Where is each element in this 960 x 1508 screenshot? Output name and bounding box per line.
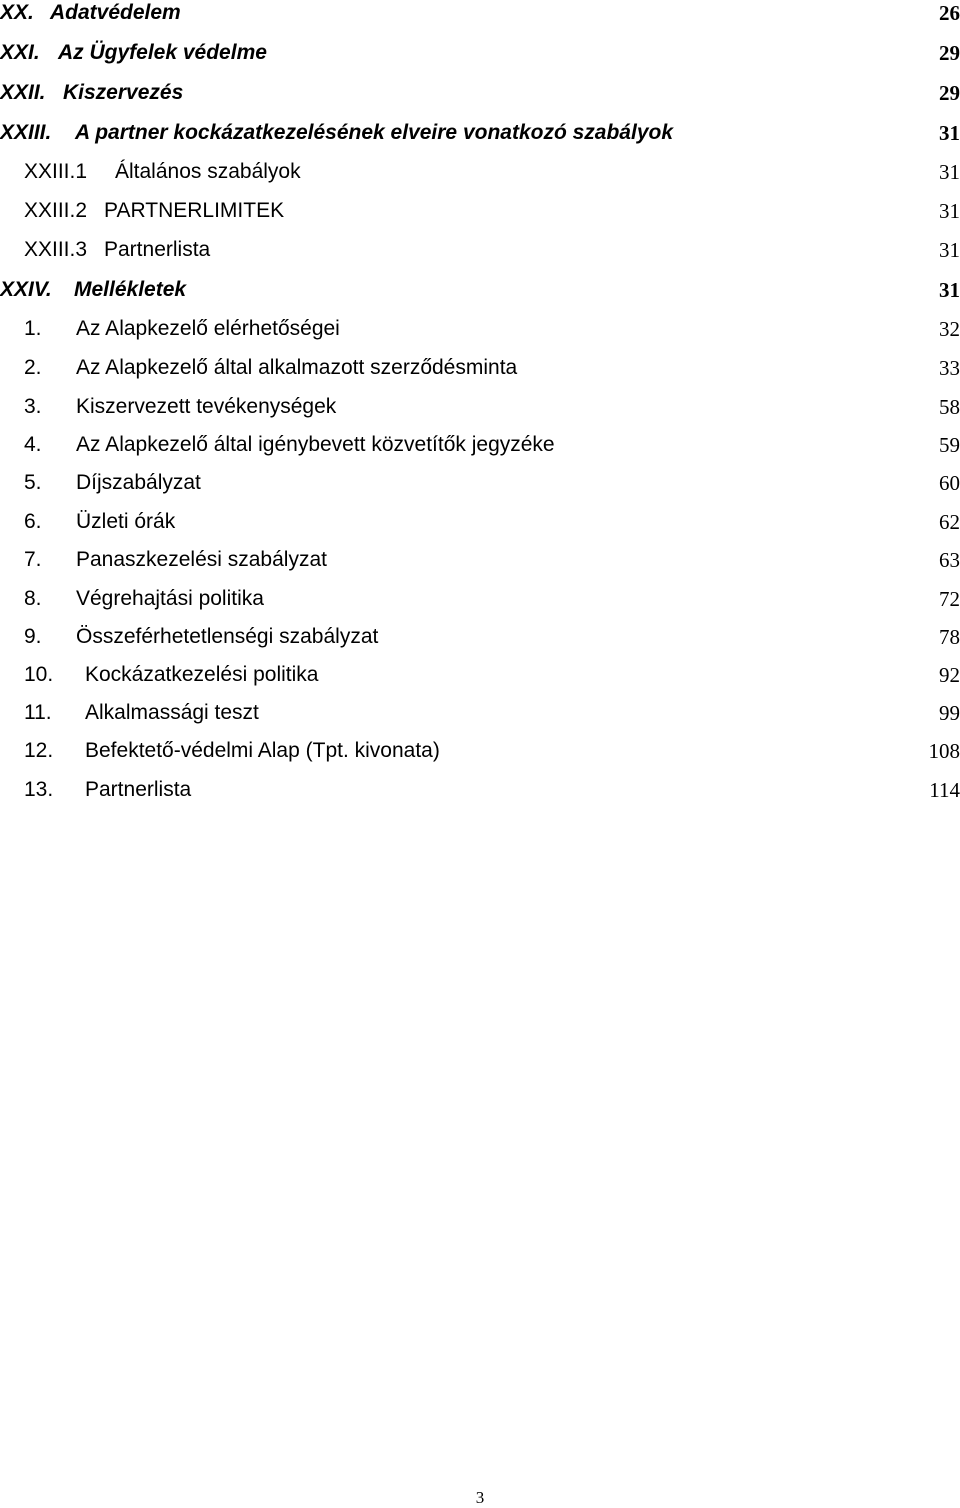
toc-entry[interactable] — [0, 700, 960, 730]
toc-entry-title: Befektető-védelmi Alap (Tpt. kivonata) — [85, 738, 440, 764]
toc-entry[interactable] — [0, 0, 960, 30]
toc-entry-page: 99 — [939, 700, 960, 726]
toc-entry-number: 7. — [24, 547, 42, 573]
toc-entry-page: 31 — [939, 237, 960, 263]
toc-entry-title: Az Alapkezelő által alkalmazott szerződésminta — [76, 355, 517, 381]
toc-entry[interactable] — [0, 355, 960, 385]
toc-entry-title: Partnerlista — [104, 237, 210, 263]
toc-entry-title: Díjszabályzat — [76, 470, 201, 496]
toc-entry-number: 12. — [24, 738, 53, 764]
toc-entry-title: Alkalmassági teszt — [85, 700, 259, 726]
toc-entry-number: 8. — [24, 586, 42, 612]
toc-entry[interactable] — [0, 40, 960, 70]
toc-entry-number: XXIII.1 — [24, 159, 87, 185]
page-number: 3 — [0, 1488, 960, 1508]
toc-entry-page: 31 — [939, 277, 960, 303]
toc-entry-number: XXIV. — [0, 277, 52, 303]
toc-entry-title: Végrehajtási politika — [76, 586, 264, 612]
toc-entry-page: 63 — [939, 547, 960, 573]
toc-entry-number: 6. — [24, 509, 42, 535]
toc-entry-title: Kiszervezés — [63, 80, 183, 106]
toc-entry-number: 10. — [24, 662, 53, 688]
toc-entry-number: 3. — [24, 394, 42, 420]
toc-entry-page: 59 — [939, 432, 960, 458]
toc-entry[interactable] — [0, 738, 960, 768]
toc-entry[interactable] — [0, 159, 960, 189]
toc-entry-title: Mellékletek — [74, 277, 186, 303]
toc-entry[interactable] — [0, 586, 960, 616]
toc-entry-title: PARTNERLIMITEK — [104, 198, 284, 224]
toc-entry-number: XXII. — [0, 80, 46, 106]
toc-entry-page: 78 — [939, 624, 960, 650]
toc-entry-title: Üzleti órák — [76, 509, 175, 535]
toc-entry[interactable] — [0, 198, 960, 228]
toc-entry-page: 32 — [939, 316, 960, 342]
toc-entry[interactable] — [0, 237, 960, 267]
toc-entry-page: 114 — [929, 777, 960, 803]
toc-entry-page: 58 — [939, 394, 960, 420]
toc-entry-number: 5. — [24, 470, 42, 496]
toc-entry-title: A partner kockázatkezelésének elveire vonatkozó szabályok — [75, 120, 673, 146]
toc-entry[interactable] — [0, 777, 960, 807]
toc-entry[interactable] — [0, 624, 960, 654]
toc-entry-title: Adatvédelem — [50, 0, 181, 26]
toc-entry-title: Kockázatkezelési politika — [85, 662, 318, 688]
toc-entry-title: Az Alapkezelő elérhetőségei — [76, 316, 340, 342]
toc-entry-page: 26 — [939, 0, 960, 26]
toc-entry-page: 31 — [939, 120, 960, 146]
toc-entry-number: XXIII. — [0, 120, 51, 146]
toc-entry-number: 4. — [24, 432, 42, 458]
toc-entry[interactable] — [0, 277, 960, 307]
toc-entry-title: Panaszkezelési szabályzat — [76, 547, 327, 573]
toc-entry-page: 29 — [939, 80, 960, 106]
toc-entry-page: 62 — [939, 509, 960, 535]
toc-entry-page: 72 — [939, 586, 960, 612]
toc-entry-number: 13. — [24, 777, 53, 803]
toc-entry[interactable] — [0, 394, 960, 424]
toc-entry[interactable] — [0, 120, 960, 150]
toc-entry-page: 29 — [939, 40, 960, 66]
toc-entry-title: Partnerlista — [85, 777, 191, 803]
toc-entry-number: XX. — [0, 0, 34, 26]
toc-entry-title: Kiszervezett tevékenységek — [76, 394, 336, 420]
toc-entry-number: 11. — [24, 700, 52, 726]
toc-entry-number: 9. — [24, 624, 42, 650]
toc-entry[interactable] — [0, 80, 960, 110]
toc-entry-number: XXIII.2 — [24, 198, 87, 224]
toc-entry-number: 1. — [24, 316, 42, 342]
toc-entry[interactable] — [0, 547, 960, 577]
toc-entry-title: Az Alapkezelő által igénybevett közvetítők jegyzéke — [76, 432, 555, 458]
toc-entry[interactable] — [0, 509, 960, 539]
toc-entry-page: 31 — [939, 159, 960, 185]
toc-entry-title: Az Ügyfelek védelme — [58, 40, 267, 66]
toc-entry[interactable] — [0, 316, 960, 346]
toc-entry-number: XXIII.3 — [24, 237, 87, 263]
toc-entry-number: XXI. — [0, 40, 40, 66]
toc-entry-page: 31 — [939, 198, 960, 224]
toc-entry-title: Általános szabályok — [115, 159, 301, 185]
toc-entry[interactable] — [0, 662, 960, 692]
toc-entry[interactable] — [0, 432, 960, 462]
toc-entry[interactable] — [0, 470, 960, 500]
toc-entry-page: 108 — [929, 738, 960, 764]
toc-entry-page: 92 — [939, 662, 960, 688]
toc-entry-number: 2. — [24, 355, 42, 381]
toc-entry-page: 60 — [939, 470, 960, 496]
toc-entry-page: 33 — [939, 355, 960, 381]
toc-entry-title: Összeférhetetlenségi szabályzat — [76, 624, 378, 650]
